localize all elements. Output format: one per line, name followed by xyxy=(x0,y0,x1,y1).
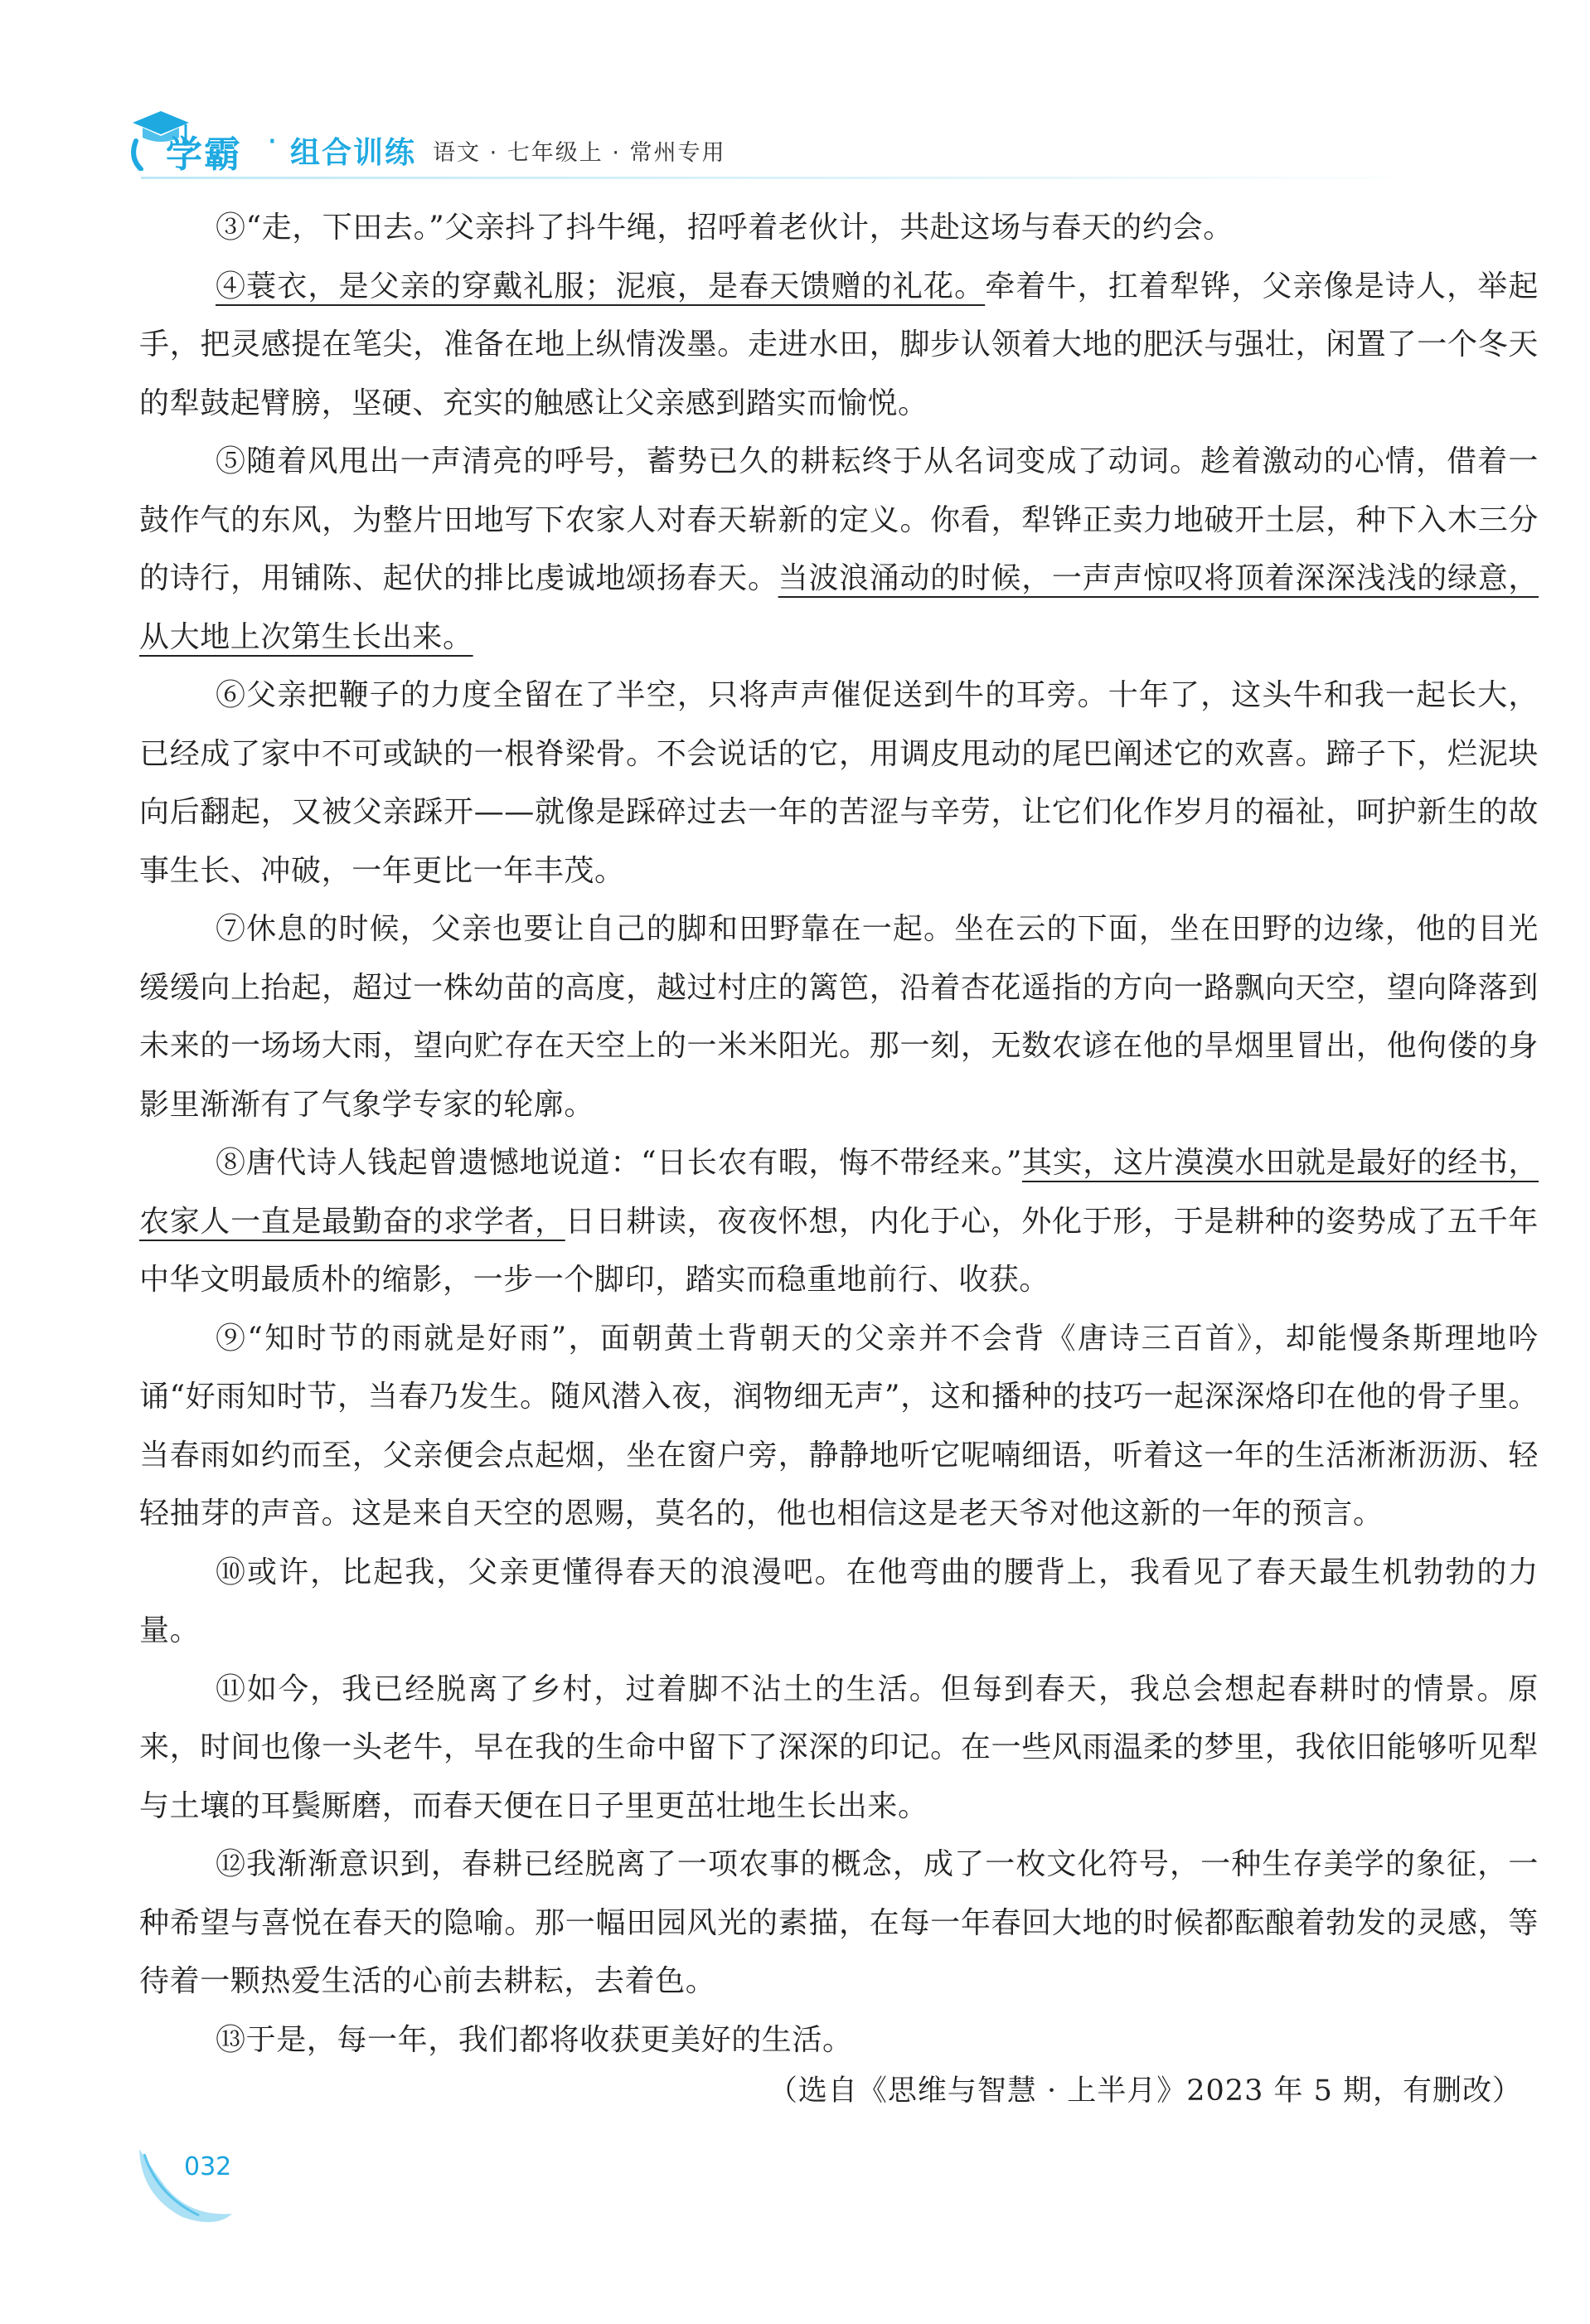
text-segment: ⑤随着风甩出一声清亮的呼号，蓄势已久的耕耘终于从名词变成了动词。趁着激动的心情，借着一鼓作气的东风，为整片田地写下农家人对春天崭新的定义。你看，犁铧正卖力地破开土层，种下入木三分的诗行，用铺陈、起伏的排比虔诚地颂扬春天。 xyxy=(139,444,1539,595)
text-segment: ⑬于是，每一年，我们都将收获更美好的生活。 xyxy=(216,2022,853,2057)
underlined-sentence: 其实，这片漠漠水田就是最好的经书，农家人一直是最勤奋的求学者， xyxy=(139,1146,1539,1239)
brand-subtitle: 组合训练 xyxy=(290,136,417,170)
paragraph xyxy=(139,199,1539,258)
feather-icon xyxy=(133,2137,240,2229)
text-segment: ⑩或许，比起我，父亲更懂得春天的浪漫吧。在他弯曲的腰背上，我看见了春天最生机勃勃的力量。 xyxy=(139,1555,1539,1647)
page-footer xyxy=(133,2137,240,2229)
header-divider xyxy=(141,177,1434,179)
paragraph xyxy=(139,1836,1539,2011)
text-segment: ⑦休息的时候，父亲也要让自己的脚和田野靠在一起。坐在云的下面，坐在田野的边缘，他的目光缓缓向上抬起，超过一株幼苗的高度，越过村庄的篱笆，沿着杏花遥指的方向一路飘向天空，望向降落到未来的一场场大雨，望向贮存在天空上的一米米阳光。那一刻，无数农谚在他的旱烟里冒出，他佝偻的身影里渐渐有了气象学专家的轮廓。 xyxy=(139,912,1539,1122)
text-segment: ⑫我渐渐意识到，春耕已经脱离了一项农事的概念，成了一枚文化符号，一种生存美学的象征，一种希望与喜悦在春天的隐喻。那一幅田园风光的素描，在每一年春回大地的时候都酝酿着勃发的灵感，等待着一颗热爱生活的心前去耕耘，去着色。 xyxy=(139,1847,1539,1998)
paragraph xyxy=(139,258,1539,434)
text-segment: 日日耕读，夜夜怀想，内化于心，外化于形，于是耕种的姿势成了五千年中华文明最质朴的缩影，一步一个脚印，踏实而稳重地前行、收获。 xyxy=(139,1204,1539,1297)
brand-separator: · xyxy=(267,123,278,161)
text-segment: ③“走，下田去。”父亲抖了抖牛绳，招呼着老伙计，共赴这场与春天的约会。 xyxy=(216,211,1234,245)
paragraph xyxy=(139,433,1539,667)
underlined-sentence: 当波浪涌动的时候，一声声惊叹将顶着深深浅浅的绿意，从大地上次第生长出来。 xyxy=(139,561,1539,654)
paragraph xyxy=(139,667,1539,900)
page-header xyxy=(124,91,1534,182)
brand-title: 学霸 xyxy=(166,133,242,176)
text-segment: 牵着牛，扛着犁铧，父亲像是诗人，举起手，把灵感提在笔尖，准备在地上纵情泼墨。走进水田，脚步认领着大地的肥沃与强壮，闲置了一个冬天的犁鼓起臂膀，坚硬、充实的触感让父亲感到踏实而愉悦。 xyxy=(139,269,1539,420)
source-citation: （选自《思维与智慧 · 上半月》2023 年 5 期，有删改） xyxy=(768,2074,1522,2108)
paragraph xyxy=(139,900,1539,1134)
page-number: 032 xyxy=(184,2152,232,2181)
text-segment: ⑪如今，我已经脱离了乡村，过着脚不沾土的生活。但每到春天，我总会想起春耕时的情景。原来，时间也像一头老牛，早在我的生命中留下了深深的印记。在一些风雨温柔的梦里，我依旧能够听见犁与土壤的耳鬓厮磨，而春天便在日子里更茁壮地生长出来。 xyxy=(139,1671,1539,1823)
text-segment: ⑨“知时节的雨就是好雨”，面朝黄土背朝天的父亲并不会背《唐诗三百首》，却能慢条斯理地吟诵“好雨知时节，当春乃发生。随风潜入夜，润物细无声”，这和播种的技巧一起深深烙印在他的骨子里。当春雨如约而至，父亲便会点起烟，坐在窗户旁，静静地听它呢喃细语，听着这一年的生活淅淅沥沥、轻轻抽芽的声音。这是来自天空的恩赐，莫名的，他也相信这是老天爷对他这新的一年的预言。 xyxy=(139,1321,1539,1531)
paragraph xyxy=(139,1310,1539,1544)
paragraph xyxy=(139,1661,1539,1836)
paragraph xyxy=(139,2011,1539,2070)
article-body xyxy=(139,199,1539,2069)
paragraph xyxy=(139,1544,1539,1661)
text-segment: ⑧唐代诗人钱起曾遗憾地说道：“日长农有暇，悔不带经来。” xyxy=(216,1146,1022,1180)
text-segment: ⑥父亲把鞭子的力度全留在了半空，只将声声催促送到牛的耳旁。十年了，这头牛和我一起长大，已经成了家中不可或缺的一根脊梁骨。不会说话的它，用调皮甩动的尾巴阐述它的欢喜。蹄子下，烂泥块向后翻起，又被父亲踩开——就像是踩碎过去一年的苦涩与辛劳，让它们化作岁月的福祉，呵护新生的故事生长、冲破，一年更比一年丰茂。 xyxy=(139,678,1539,888)
paragraph xyxy=(139,1134,1539,1310)
underlined-sentence: ④蓑衣，是父亲的穿戴礼服；泥痕，是春天馈赠的礼花。 xyxy=(216,269,986,303)
book-info: 语文 · 七年级上 · 常州专用 xyxy=(433,140,726,166)
